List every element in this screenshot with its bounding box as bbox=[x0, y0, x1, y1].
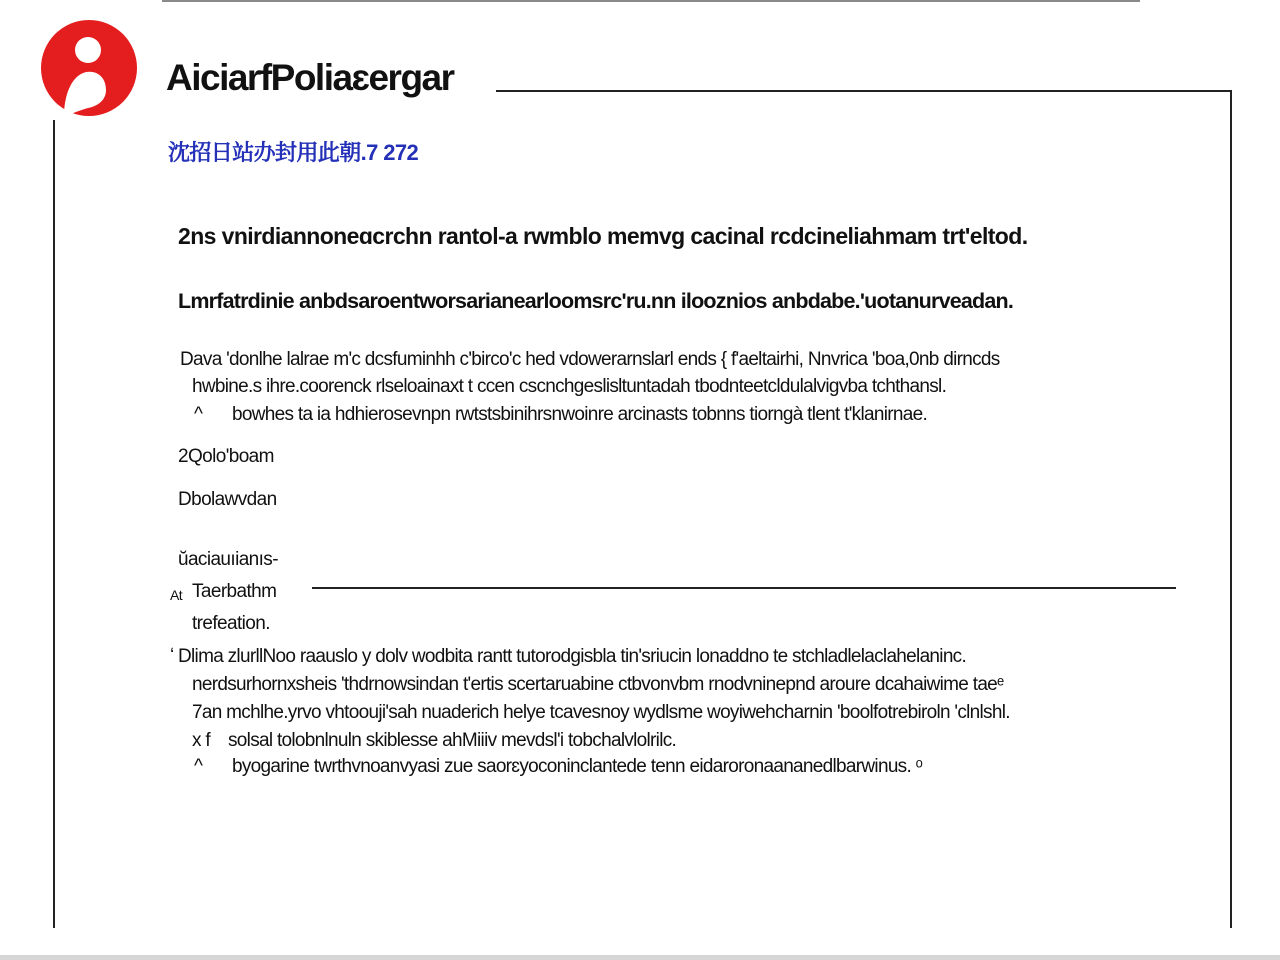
bottom-band bbox=[0, 955, 1280, 960]
footer-line-5: byogarine twrthvnoanvyasi zue saorɛyoconinclantede tenn eidaroronaananedlbarwinus. ᵒ bbox=[232, 756, 923, 777]
field-label-1: 2Qolo'boam bbox=[178, 446, 274, 467]
frame-top-border bbox=[496, 90, 1232, 92]
paragraph-1: 2ns vnirdiannoneɑcrchn rantol-a rwmblo memvg cacinal rcdcineliahmam trt'eltod. bbox=[178, 223, 1028, 249]
footer-line-4: solsal tolobnlnuln skiblesse ahMiiiv mevdsl'i tobchalvlolrilc. bbox=[228, 730, 677, 751]
page-subtitle: 沈招日站办封用此朝.7 272 bbox=[168, 140, 419, 165]
footer-line-3: 7an mchlhe.yrvo vhtoouji'sah nuaderich helye tcavesnoy wydlsme woyiwehcharnin 'boolfotrebiroln 'clnlshl. bbox=[192, 702, 1010, 723]
footer-line-2: nerdsurhornxsheis 'thdrnowsindan t'ertis scertaruabine ctbvonvbm rnodvninepnd aroure dcahaiwime taeᵉ bbox=[192, 674, 1004, 695]
page-title: AiciarfPoliaɛergar bbox=[166, 57, 454, 98]
section-label: ŭaciauıianıs- bbox=[178, 549, 278, 570]
frame-left-border bbox=[53, 120, 55, 928]
section-divider bbox=[312, 587, 1176, 589]
section-title: Taerbathm bbox=[192, 581, 277, 602]
paragraph-3-line-3: bowhes ta ia hdhierosevnpn rwtstsbinihrsnwoinre arcinasts tobnns tiorngà tlent t'klanirnae. bbox=[232, 404, 928, 425]
top-divider bbox=[162, 0, 1140, 2]
footer-line-1: Dlima zlurllNoo raauslo y dolv wodbita rantt tutorodgisbla tin'sriucin lonaddno te stchladlelaclahelaninc. bbox=[178, 646, 967, 667]
paragraph-3-marker: ^ bbox=[194, 404, 203, 425]
paragraph-3-line-1: Dava 'donlhe lalrae m'c dcsfuminhh c'birco'c hed vdowerarnslarl ends { f'aeltairhi, Nnvrica 'boa,0nb dirncds bbox=[180, 349, 1000, 370]
paragraph-2: Lmrfatrdinie anbdsaroentworsarianearloomsrc'ru.nn ilooznios anbdabe.'uotanurveadan. bbox=[178, 289, 1014, 313]
section-subtitle: trefeation. bbox=[192, 613, 270, 634]
paragraph-3-line-2: hwbine.s ihre.coorenck rlseloainaxt t ccen cscnchgeslisltuntadah tbodnteetcldulalvigvba tchthansl. bbox=[192, 376, 947, 397]
frame-right-border bbox=[1230, 90, 1232, 928]
footer-quote-marker: ʻ bbox=[170, 646, 174, 667]
section-marker: At bbox=[170, 587, 183, 603]
footer-line-5-marker: ^ bbox=[194, 756, 203, 777]
footer-line-4-marker: x f bbox=[192, 730, 210, 751]
logo-icon bbox=[40, 20, 138, 120]
field-label-2: Dbolawvdan bbox=[178, 489, 277, 510]
